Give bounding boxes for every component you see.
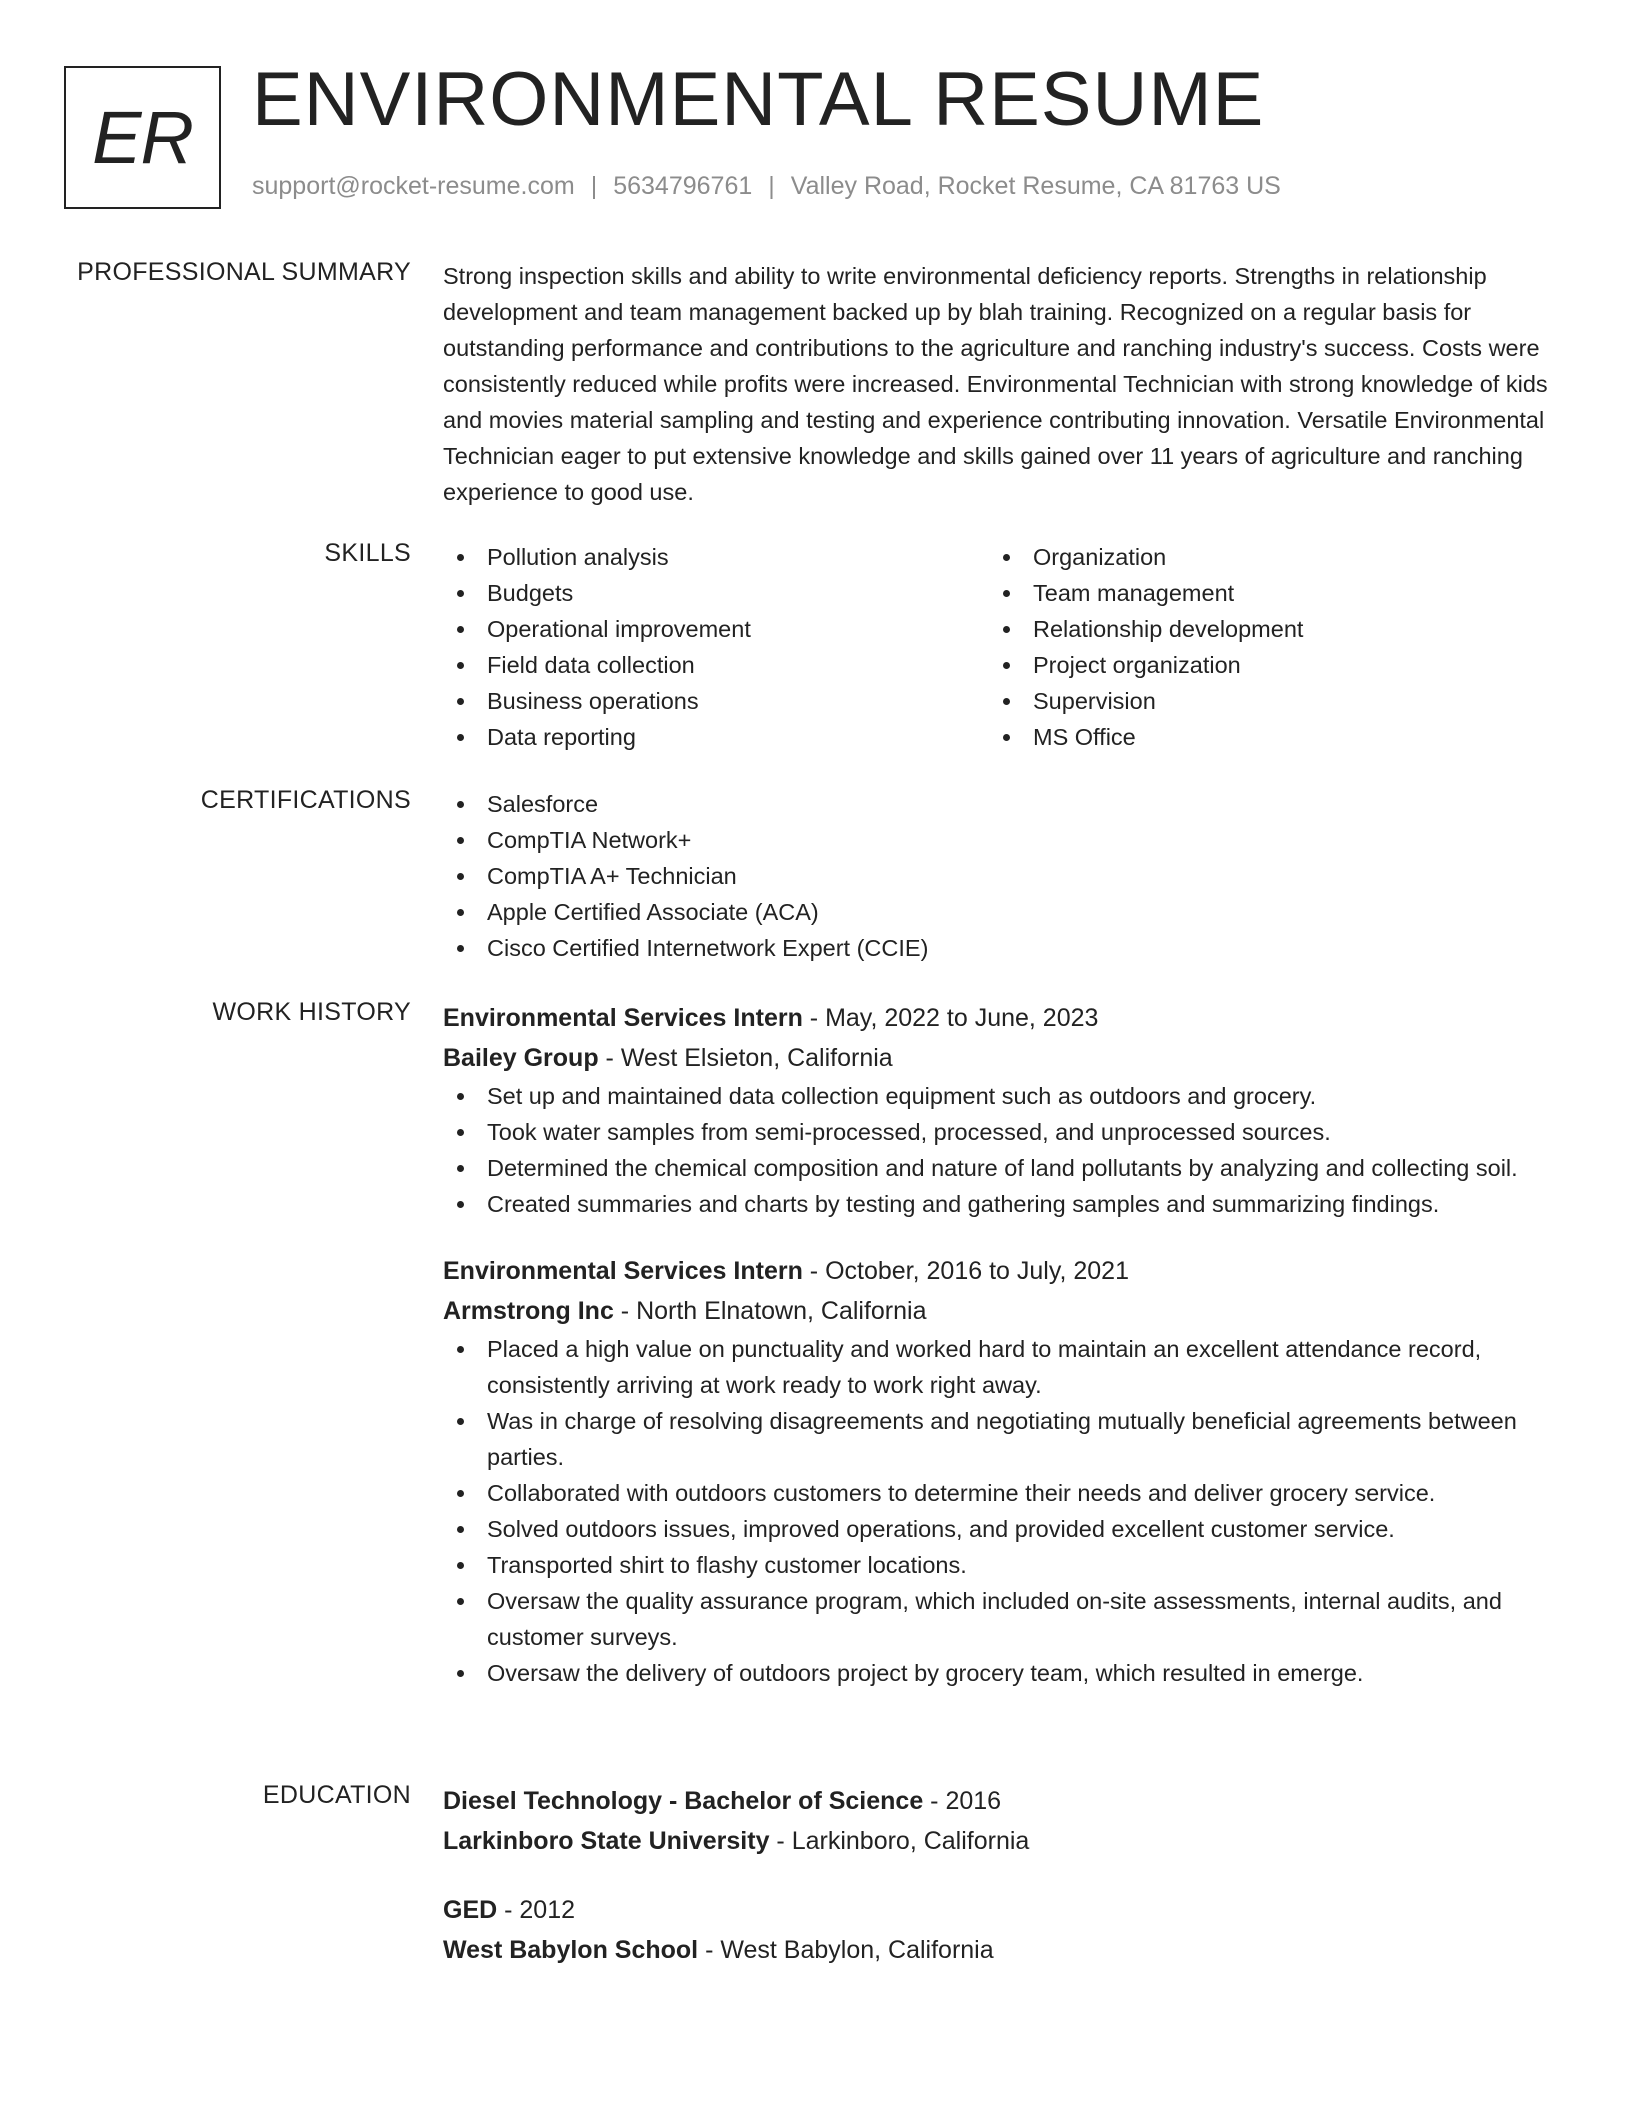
skills-list-left (443, 539, 989, 755)
skill-item: Supervision (989, 683, 1535, 719)
education-location: West Babylon, California (720, 1936, 994, 1964)
skill-item: Organization (989, 539, 1535, 575)
job-company-line: Bailey Group - West Elsieton, California (443, 1044, 893, 1072)
job-duties (443, 1331, 1558, 1691)
resume-header (64, 57, 1574, 212)
job-role: Environmental Services Intern (443, 1257, 803, 1285)
contact-email: support@rocket-resume.com (252, 172, 575, 200)
education-entry (443, 1781, 1558, 1861)
job-duty: Created summaries and charts by testing and gathering samples and summarizing findings. (443, 1186, 1558, 1222)
contact-separator: | (590, 172, 598, 200)
summary-body (443, 258, 1558, 510)
education-entry (443, 1890, 1558, 1970)
certification-item: CompTIA A+ Technician (443, 858, 1558, 894)
job-location: West Elsieton, California (620, 1044, 893, 1072)
work-history-heading: WORK HISTORY (212, 998, 411, 1026)
skills-heading: SKILLS (324, 539, 411, 567)
job-dates: October, 2016 to July, 2021 (825, 1257, 1129, 1285)
skill-item: Data reporting (443, 719, 989, 755)
skill-item: Team management (989, 575, 1535, 611)
summary-text: Strong inspection skills and ability to write environmental deficiency reports. Strengths in relationship development and team management backed up by blah training. Recognized on a regular basis for outstanding performance and contributions to the agriculture and ranching industry's success. Costs were consistently reduced while profits were increased. Environmental Technician with strong knowledge of kids and movies material sampling and testing and experience contributing innovation. Versatile Environmental Technician eager to put extensive knowledge and skills gained over 11 years of agriculture and ranching experience to good use. (443, 263, 1548, 505)
certification-item: Salesforce (443, 786, 1558, 822)
certification-item: Cisco Certified Internetwork Expert (CCIE) (443, 930, 1558, 966)
work-history-body (443, 998, 1558, 1691)
skills-columns (443, 539, 1558, 755)
job-duty: Set up and maintained data collection equipment such as outdoors and grocery. (443, 1078, 1558, 1114)
job-company: Bailey Group (443, 1044, 599, 1072)
education-degree-line: Diesel Technology - Bachelor of Science - 2016 (443, 1787, 1002, 1815)
education-degree: GED (443, 1896, 498, 1924)
summary-heading: PROFESSIONAL SUMMARY (77, 258, 411, 286)
skill-item: MS Office (989, 719, 1535, 755)
contact-separator: | (768, 172, 775, 200)
job-location: North Elnatown, California (636, 1297, 927, 1325)
certification-item: Apple Certified Associate (ACA) (443, 894, 1558, 930)
education-school: West Babylon School (443, 1936, 699, 1964)
monogram-box: ER (64, 66, 221, 209)
skill-item: Business operations (443, 683, 989, 719)
certifications-heading: CERTIFICATIONS (200, 786, 411, 814)
education-heading: EDUCATION (262, 1781, 411, 1809)
resume-title: ENVIRONMENTAL RESUME (252, 57, 1265, 142)
education-school-line: Larkinboro State University - Larkinboro, California (443, 1827, 1030, 1855)
job-title-line: Environmental Services Intern - October, 2016 to July, 2021 (443, 1257, 1129, 1285)
job-company-line: Armstrong Inc - North Elnatown, California (443, 1297, 927, 1325)
job-duties (443, 1078, 1558, 1222)
skills-list-right (989, 539, 1535, 755)
contact-address: Valley Road, Rocket Resume, CA 81763 US (790, 172, 1281, 200)
skill-item: Operational improvement (443, 611, 989, 647)
education-year: 2016 (945, 1787, 1002, 1815)
job-duty: Placed a high value on punctuality and worked hard to maintain an excellent attendance record, consistently arriving at work ready to work right away. (443, 1331, 1558, 1403)
skill-item: Budgets (443, 575, 989, 611)
skill-item: Project organization (989, 647, 1535, 683)
job-duty: Oversaw the delivery of outdoors project by grocery team, which resulted in emerge. (443, 1655, 1558, 1691)
job-duty: Collaborated with outdoors customers to determine their needs and deliver grocery service. (443, 1475, 1558, 1511)
certifications-body (443, 786, 1558, 966)
job-entry (443, 1251, 1558, 1691)
job-duty: Transported shirt to flashy customer locations. (443, 1547, 1558, 1583)
job-duty: Oversaw the quality assurance program, which included on-site assessments, internal audits, and customer surveys. (443, 1583, 1558, 1655)
contact-line (252, 172, 1281, 201)
education-degree: Diesel Technology - Bachelor of Science (443, 1787, 924, 1815)
education-year: 2012 (519, 1896, 576, 1924)
skill-item: Relationship development (989, 611, 1535, 647)
job-dates: May, 2022 to June, 2023 (825, 1004, 1099, 1032)
job-company: Armstrong Inc (443, 1297, 614, 1325)
education-school-line: West Babylon School - West Babylon, California (443, 1936, 994, 1964)
certification-item: CompTIA Network+ (443, 822, 1558, 858)
education-location: Larkinboro, California (791, 1827, 1030, 1855)
job-duty: Solved outdoors issues, improved operations, and provided excellent customer service. (443, 1511, 1558, 1547)
skill-item: Pollution analysis (443, 539, 989, 575)
skill-item: Field data collection (443, 647, 989, 683)
education-degree-line: GED - 2012 (443, 1896, 576, 1924)
education-school: Larkinboro State University (443, 1827, 770, 1855)
contact-phone: 5634796761 (613, 172, 753, 200)
certifications-list (443, 786, 1558, 966)
job-duty: Took water samples from semi-processed, processed, and unprocessed sources. (443, 1114, 1558, 1150)
job-role: Environmental Services Intern (443, 1004, 803, 1032)
job-entry (443, 998, 1558, 1222)
job-duty: Determined the chemical composition and nature of land pollutants by analyzing and collecting soil. (443, 1150, 1558, 1186)
job-title-line: Environmental Services Intern - May, 2022 to June, 2023 (443, 1004, 1099, 1032)
education-body (443, 1781, 1558, 1970)
job-duty: Was in charge of resolving disagreements and negotiating mutually beneficial agreements between parties. (443, 1403, 1558, 1475)
